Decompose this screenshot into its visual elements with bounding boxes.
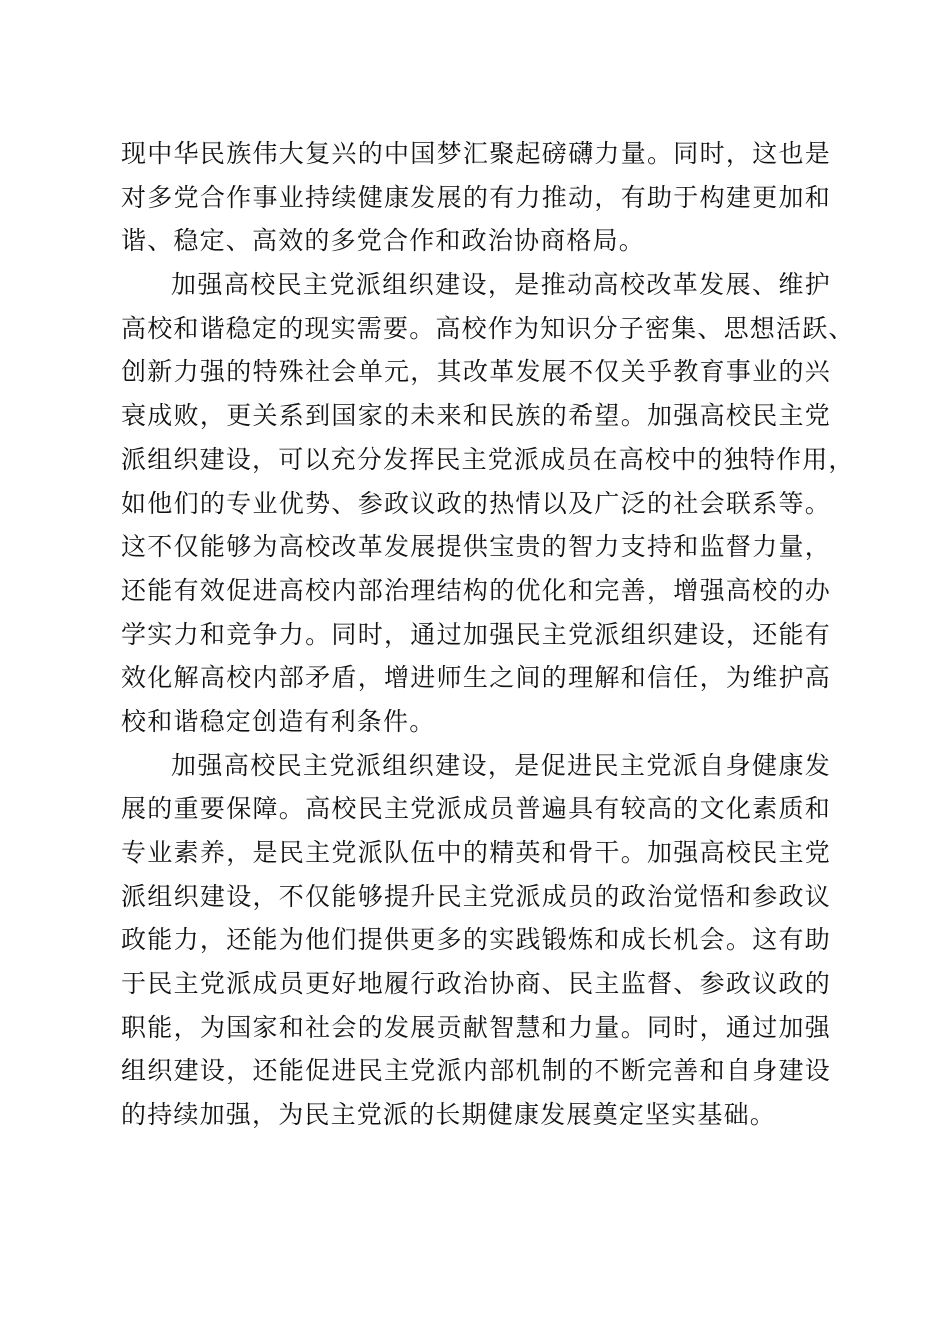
paragraph-3-line-5: 政能力，还能为他们提供更多的实践锻炼和成长机会。这有助 [121,925,831,955]
paragraph-2-line-11: 校和谐稳定创造有利条件。 [121,706,436,736]
paragraph-2-line-4: 衰成败，更关系到国家的未来和民族的希望。加强高校民主党 [121,401,831,431]
paragraph-3-line-7: 职能，为国家和社会的发展贡献智慧和力量。同时，通过加强 [121,1012,831,1042]
paragraph-3-line-8: 组织建设，还能促进民主党派内部机制的不断完善和自身建设 [121,1056,831,1086]
paragraph-2-line-3: 创新力强的特殊社会单元，其改革发展不仅关乎教育事业的兴 [121,357,831,387]
document-body [121,132,855,1137]
paragraph-1-line-2: 对多党合作事业持续健康发展的有力推动，有助于构建更加和 [121,182,831,212]
paragraph-2-line-10: 效化解高校内部矛盾，增进师生之间的理解和信任，为维护高 [121,663,831,693]
paragraph-2-line-2: 高校和谐稳定的现实需要。高校作为知识分子密集、思想活跃、 [121,313,855,343]
paragraph-3-line-3: 专业素养，是民主党派队伍中的精英和骨干。加强高校民主党 [121,838,831,867]
paragraph-2-line-7: 这不仅能够为高校改革发展提供宝贵的智力支持和监督力量， [121,532,831,562]
paragraph-3-line-6: 于民主党派成员更好地履行政治协商、民主监督、参政议政的 [121,969,831,999]
paragraph-3-line-9: 的持续加强，为民主党派的长期健康发展奠定坚实基础。 [121,1100,777,1130]
paragraph-3-line-2: 展的重要保障。高校民主党派成员普遍具有较高的文化素质和 [121,794,831,824]
paragraph-2-line-6: 如他们的专业优势、参政议政的热情以及广泛的社会联系等。 [121,488,831,518]
paragraph-1-line-1: 现中华民族伟大复兴的中国梦汇聚起磅礴力量。同时，这也是 [121,139,831,168]
paragraph-2-line-9: 学实力和竞争力。同时，通过加强民主党派组织建设，还能有 [121,619,831,649]
paragraph-2-line-5: 派组织建设，可以充分发挥民主党派成员在高校中的独特作用， [121,444,855,474]
paragraph-3-line-4: 派组织建设，不仅能够提升民主党派成员的政治觉悟和参政议 [121,881,831,911]
paragraph-1-line-3: 谐、稳定、高效的多党合作和政治协商格局。 [121,226,646,256]
paragraph-2-line-1: 加强高校民主党派组织建设，是推动高校改革发展、维护 [171,270,831,300]
paragraph-3-line-1: 加强高校民主党派组织建设，是促进民主党派自身健康发 [171,750,831,780]
paragraph-2-line-8: 还能有效促进高校内部治理结构的优化和完善，增强高校的办 [121,575,831,605]
